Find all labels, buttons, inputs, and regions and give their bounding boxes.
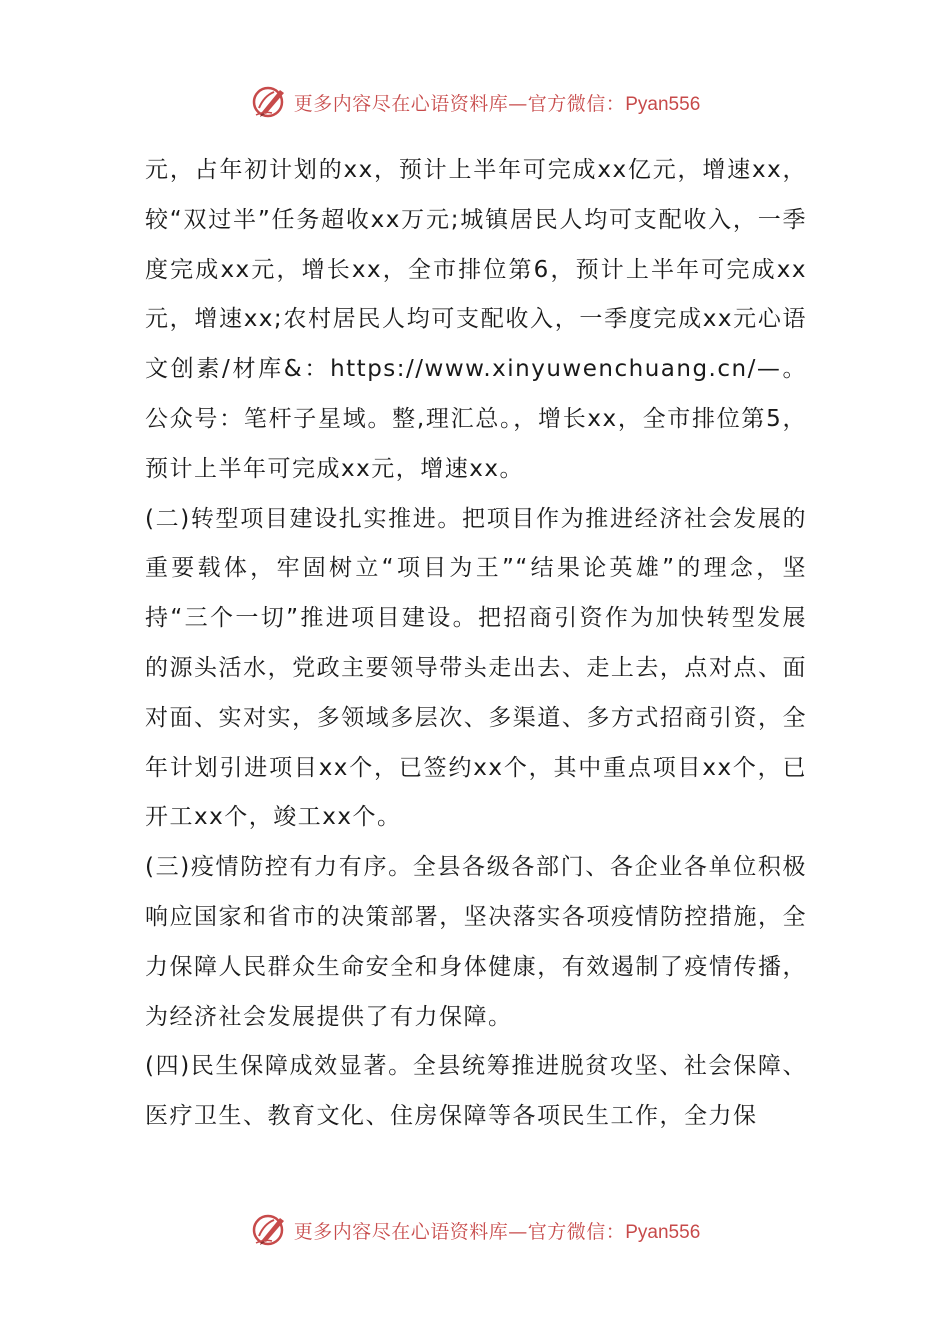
paragraph: (三)疫情防控有力有序。全县各级各部门、各企业各单位积极响应国家和省市的决策部署，坚决落实各项疫情防控措施，全力保障人民群众生命安全和身体健康，有效遏制了疫情传播，为经济社会发展提供了有力保障。 bbox=[145, 854, 807, 1030]
wechat-id: Pyan556 bbox=[625, 93, 701, 115]
paragraph: 元，占年初计划的xx，预计上半年可完成xx亿元，增速xx，较“双过半”任务超收xx万元;城镇居民人均可支配收入，一季度完成xx元，增长xx，全市排位第6，预计上半年可完成xx元，增速xx;农村居民人均可支配收入，一季度完成xx元心语文创素/材库&：https://www.xinyuwenchuang.cn/—。公众号：笔杆子星域。整,理汇总。，增长xx，全市排位第5，预计上半年可完成xx元，增速xx。 bbox=[145, 157, 807, 482]
banner-text: 更多内容尽在心语资料库—官方微信：Pyan556 bbox=[293, 1220, 701, 1243]
wechat-id: Pyan556 bbox=[625, 1221, 701, 1243]
pen-logo-icon bbox=[250, 1210, 290, 1250]
banner-text: 更多内容尽在心语资料库—官方微信：Pyan556 bbox=[293, 92, 701, 115]
paragraph: (二)转型项目建设扎实推进。把项目作为推进经济社会发展的重要载体，牢固树立“项目为王”“结果论英雄”的理念，坚持“三个一切”推进项目建设。把招商引资作为加快转型发展的源头活水，党政主要领导带头走出去、走上去，点对点、面对面、实对实，多领域多层次、多渠道、多方式招商引资，全年计划引进项目xx个，已签约xx个，其中重点项目xx个，已开工xx个，竣工xx个。 bbox=[145, 505, 807, 831]
header-banner bbox=[0, 80, 950, 124]
document-body bbox=[145, 146, 807, 1142]
footer-banner bbox=[0, 1208, 950, 1252]
paragraph: (四)民生保障成效显著。全县统筹推进脱贫攻坚、社会保障、医疗卫生、教育文化、住房保障等各项民生工作，全力保 bbox=[145, 1053, 807, 1130]
pen-logo-icon bbox=[250, 82, 290, 122]
